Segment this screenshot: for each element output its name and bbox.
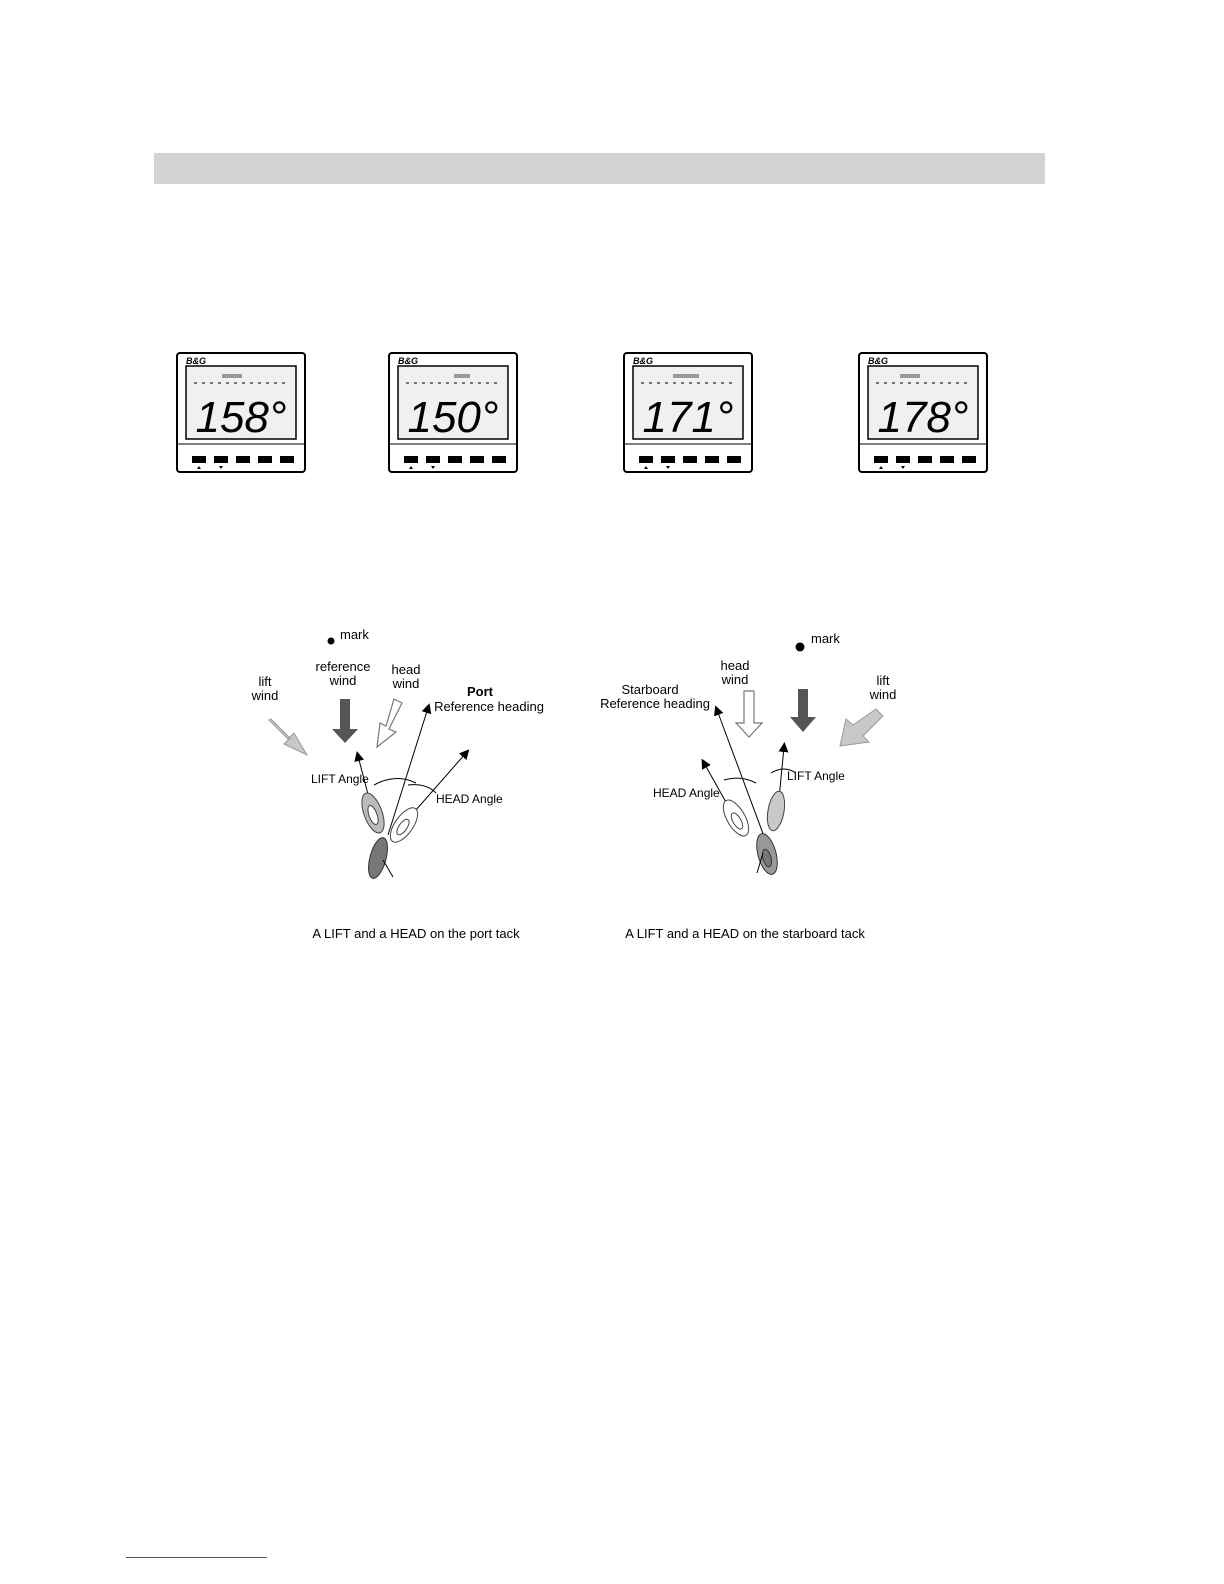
lcd-reading: 178° [877,393,969,442]
lift-boat-icon [765,790,788,832]
lcd-reading: 158° [195,393,287,442]
key-3[interactable] [236,456,250,463]
key-2[interactable] [214,456,228,463]
lift-head-diagram [236,615,936,955]
key-3[interactable] [683,456,697,463]
key-4[interactable] [705,456,719,463]
brand-logo: B&G [398,356,418,366]
key-2[interactable] [426,456,440,463]
reference-heading-label: Reference heading [434,699,544,714]
head-angle-label: HEAD Angle [653,786,720,800]
key-4[interactable] [258,456,272,463]
head-wind-arrow-icon [736,691,762,737]
reference-boat-icon [365,836,391,881]
head-wind-label-line2: wind [392,676,420,691]
key-5[interactable] [727,456,741,463]
key-3[interactable] [448,456,462,463]
reference-heading-label: Reference heading [600,696,710,711]
lift-angle-label: LIFT Angle [787,769,845,783]
brand-logo: B&G [868,356,888,366]
key-5[interactable] [962,456,976,463]
lift-wind-label-line1: lift [258,674,272,689]
head-angle-label: HEAD Angle [436,792,503,806]
mark-label: mark [811,631,840,646]
key-2[interactable] [661,456,675,463]
footnote-separator [126,1557,267,1558]
reference-wind-arrow-icon [332,699,358,743]
reference-wind-arrow-icon [790,689,816,732]
key-1[interactable] [404,456,418,463]
key-5[interactable] [492,456,506,463]
key-1[interactable] [639,456,653,463]
brand-logo: B&G [633,356,653,366]
key-4[interactable] [470,456,484,463]
lift-angle-label: LIFT Angle [311,772,369,786]
key-5[interactable] [280,456,294,463]
port-title-label: Port [467,684,493,699]
reference-wind-label-line2: wind [329,673,357,688]
section-header-bar [154,153,1045,184]
head-wind-label-line1: head [720,658,750,673]
lift-wind-label-line2: wind [869,687,897,702]
mark-label: mark [340,627,369,642]
lcd-reading: 171° [642,393,734,442]
lcd-reading: 150° [407,393,499,442]
key-4[interactable] [940,456,954,463]
brand-logo: B&G [186,356,206,366]
lift-wind-label-line2: wind [251,688,279,703]
instrument-display-4 [858,352,988,473]
head-wind-arrow-icon [377,699,402,747]
starboard-caption: A LIFT and a HEAD on the starboard tack [625,926,865,941]
lift-wind-arrow-icon [840,709,883,746]
instrument-display-1 [176,352,306,473]
lift-wind-label-line1: lift [876,673,890,688]
head-wind-label-line2: wind [721,672,749,687]
instrument-display-3 [623,352,753,473]
key-2[interactable] [896,456,910,463]
mark-icon [796,643,805,652]
starboard-title-label: Starboard [621,682,679,697]
key-3[interactable] [918,456,932,463]
mark-icon [328,638,335,645]
port-caption: A LIFT and a HEAD on the port tack [312,926,520,941]
key-1[interactable] [192,456,206,463]
key-1[interactable] [874,456,888,463]
starboard-tack-diagram [600,631,896,941]
reference-wind-label-line1: reference [315,659,371,674]
lift-wind-arrow-icon [269,719,307,755]
instrument-display-2 [388,352,518,473]
head-wind-label-line1: head [391,662,421,677]
port-tack-diagram [251,627,544,941]
